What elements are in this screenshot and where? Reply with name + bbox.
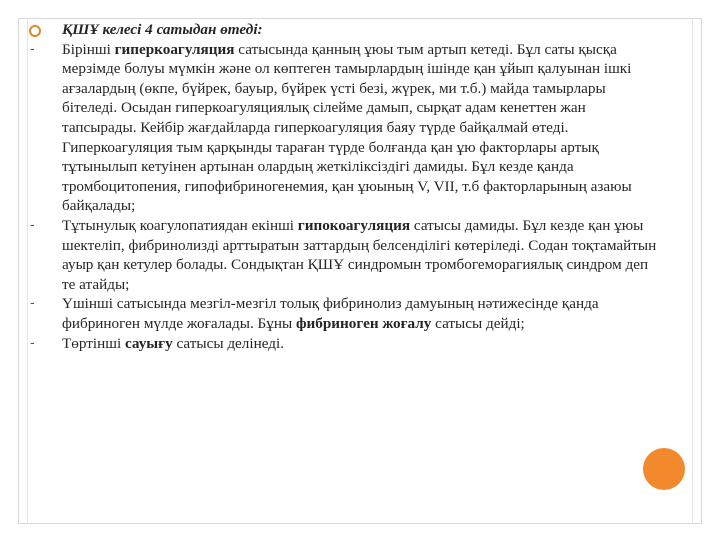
item-3-part-3: сатысы дейді; <box>431 314 525 332</box>
item-1-part-3: сатысында қанның ұюы тым артып кетеді. Бұл саты қысқа мерзімде болуы мүмкін және ол көптеген тамырлардың ішінде қан ұйып қалуынан ішкі ағзалардың (өкпе, бүйрек, бауыр, бүйрек үсті безі, жүрек, ми т.б.) майда тамырлары бітеледі. Осыдан гиперкоагуляциялық сілейме дамып, сырқат адам кенеттен жан тапсырады. Кейбір жағдайларда гиперкоагуляция баяу түрде байқалмай өтеді. Гиперкоагуляция тым қарқынды тараған түрде болғанда қан ұю факторлары артық тұтынылып кетуінен артынан олардың жеткіліксіздігі дамиды. Бұл кезде қанда тромбоцитопения, гипофибриногенемия, қан ұюының V, VII, т.б факторларының азаюы байқалады; <box>62 40 632 215</box>
item-2-part-1: Тұтынулық коагулопатиядан екінші <box>62 216 298 234</box>
list-item-4 <box>30 334 662 354</box>
dash-marker: - <box>30 335 35 351</box>
slide-content <box>30 20 662 353</box>
list-item-2 <box>30 216 662 294</box>
item-3-part-1: Үшінші сатысында мезгіл-мезгіл толық фибринолиз дамуының нәтижесінде қанда фибриноген мүлде жоғалады. Бұны <box>62 295 599 332</box>
item-4-part-3: сатысы делінеді. <box>172 334 285 352</box>
dash-marker: - <box>30 217 35 233</box>
frame-line-left <box>27 19 28 523</box>
item-1-part-2-bold: гиперкоагуляция <box>114 40 235 58</box>
item-2-part-2-bold: гипокоагуляция <box>297 216 411 234</box>
list-item-1 <box>30 40 662 216</box>
list-item-3 <box>30 294 662 333</box>
item-1-part-1: Бірінші <box>62 40 115 58</box>
item-3-part-2-bold: фибриноген жоғалу <box>295 314 432 332</box>
item-4-part-1: Төртінші <box>62 334 125 352</box>
frame-line-right <box>692 19 693 523</box>
item-2-part-3: сатысы дамиды. Бұл кезде қан ұюы шектеліп, фибринолизді арттыратын заттардың белсенділігі көтеріледі. Содан тоқтамайтын ауыр қан кетулер болады. Сондықтан ҚШҰ синдромын тромбогеморагиялық синдром деп те атайды; <box>62 216 657 293</box>
dash-marker: - <box>30 296 35 312</box>
item-4-part-2-bold: сауығу <box>124 334 173 352</box>
heading-paragraph <box>62 20 662 40</box>
orange-circle-decoration <box>643 448 685 490</box>
heading-text: ҚШҰ келесі 4 сатыдан өтеді: <box>62 21 263 38</box>
dash-marker: - <box>30 41 35 57</box>
ring-bullet-icon <box>29 25 41 37</box>
